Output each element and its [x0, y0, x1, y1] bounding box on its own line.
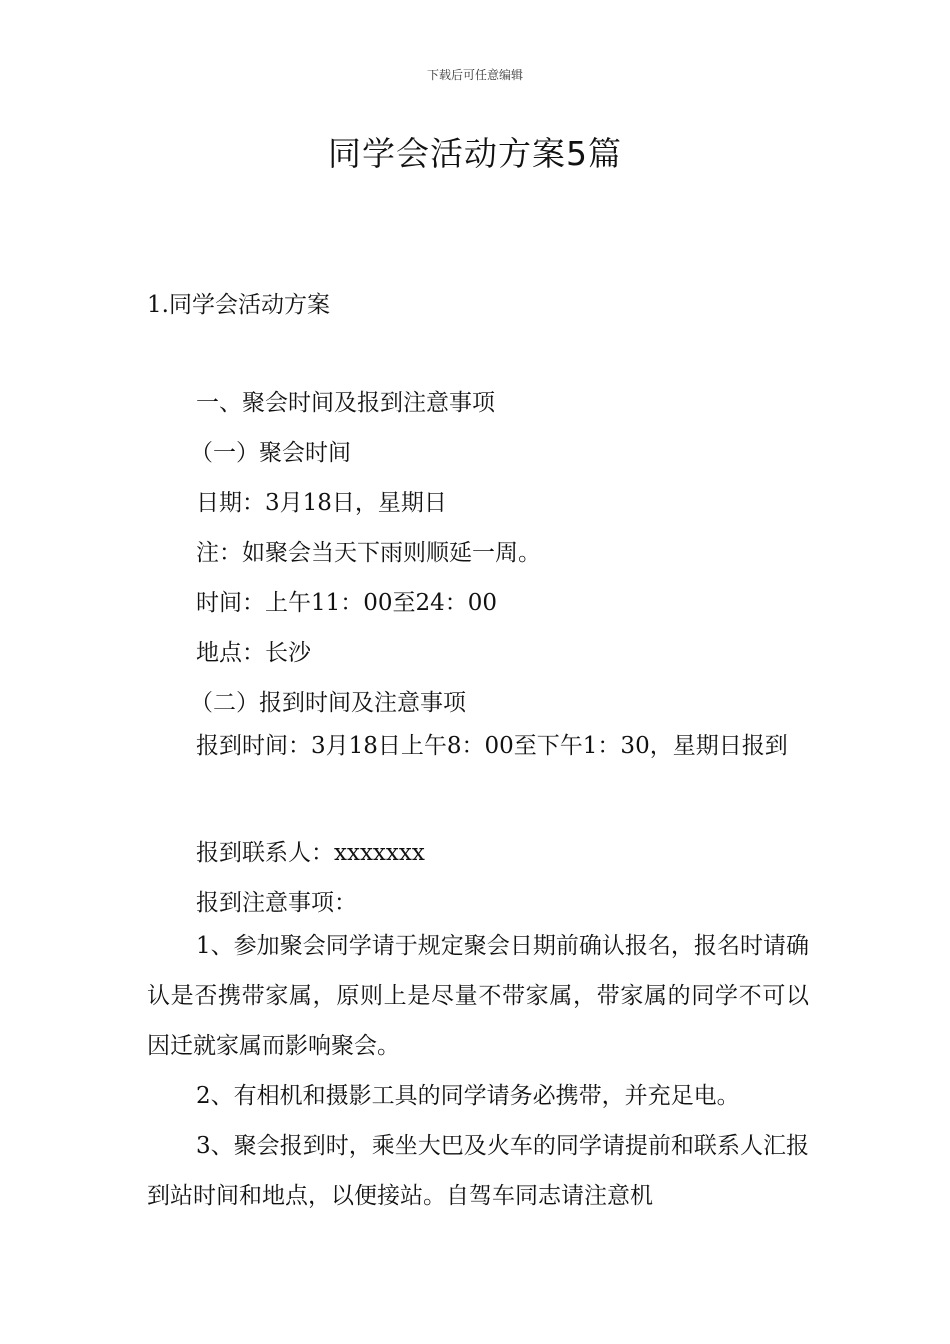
- note-line: 注：如聚会当天下雨则顺延一周。: [196, 540, 541, 566]
- place-line: 地点：长沙: [196, 640, 311, 666]
- date-line: 日期：3月18日，星期日: [196, 490, 447, 516]
- section-heading: 1.同学会活动方案: [147, 292, 330, 318]
- header-note: 下载后可任意编辑: [426, 68, 523, 82]
- document-title: 同学会活动方案5篇: [328, 134, 622, 173]
- time-line: 时间：上午11：00至24：00: [196, 590, 498, 616]
- note-item-3: 3、聚会报到时，乘坐大巴及火车的同学请提前和联系人汇报到站时间和地点，以便接站。自驾车同志请注意机: [147, 1133, 809, 1209]
- report-time-paragraph: 报到时间：3月18日上午8：00至下午1：30，星期日报到: [196, 733, 788, 759]
- notes-heading: 报到注意事项：: [196, 890, 357, 916]
- part-one-heading: 一、聚会时间及报到注意事项: [196, 390, 495, 416]
- note-item-2: 2、有相机和摄影工具的同学请务必携带，并充足电。: [196, 1083, 740, 1109]
- contact-line: 报到联系人：xxxxxxx: [196, 840, 425, 866]
- note-item-1: 1、参加聚会同学请于规定聚会日期前确认报名，报名时请确认是否携带家属，原则上是尽量不带家属，带家属的同学不可以因迁就家属而影响聚会。: [147, 933, 809, 1059]
- sub-one-heading: （一）聚会时间: [190, 440, 351, 466]
- sub-two-heading: （二）报到时间及注意事项: [190, 690, 466, 716]
